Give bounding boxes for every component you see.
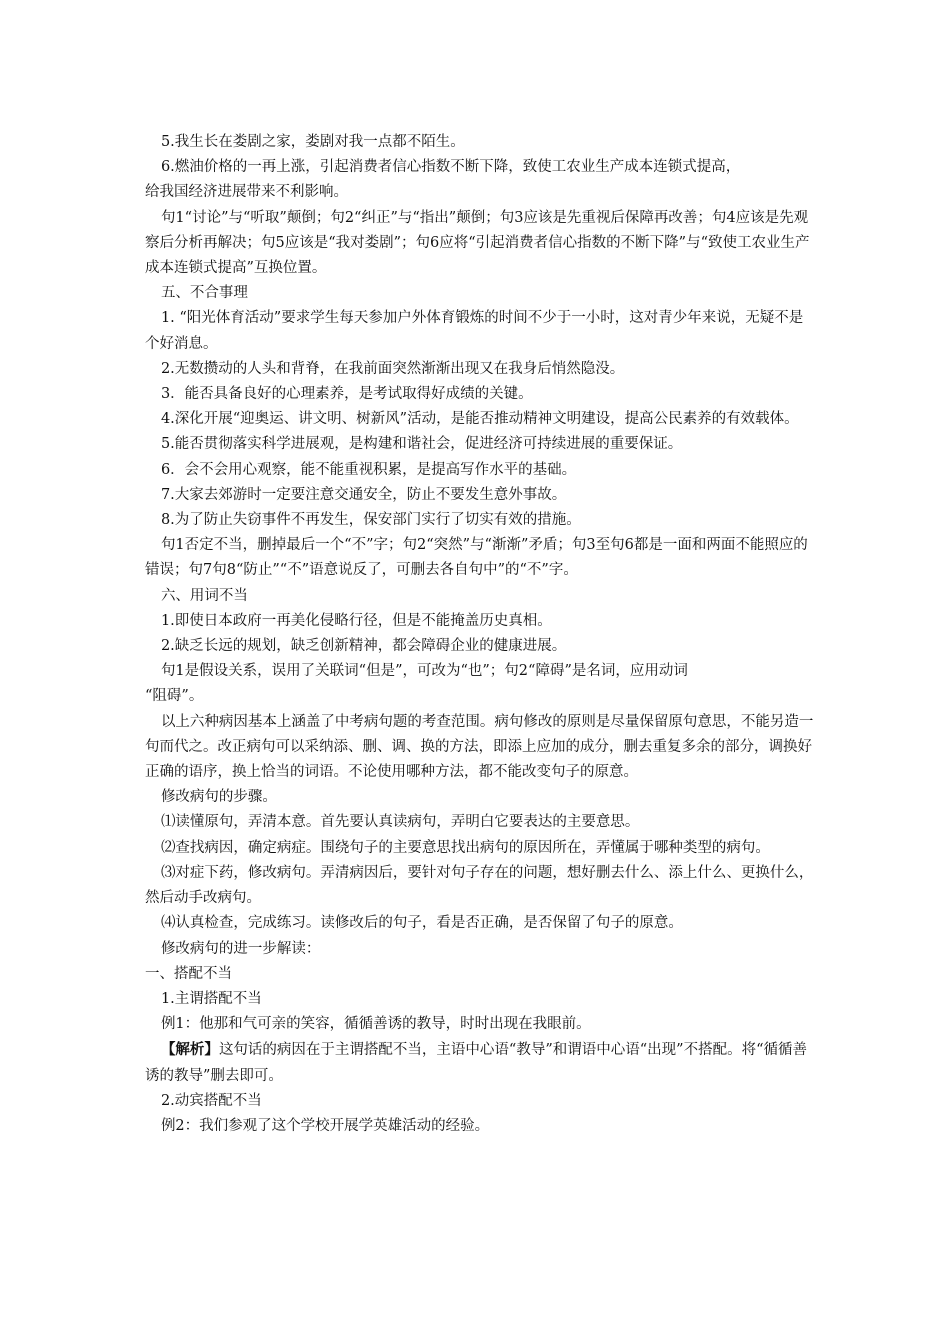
paragraph: 修改病句的步骤。 — [160, 789, 277, 806]
paragraph: 6．会不会用心观察，能不能重视积累，是提高写作水平的基础。 — [160, 461, 577, 478]
paragraph: 句1否定不当，删掉最后一个“不”字；句2“突然”与“渐渐”矛盾；句3至句6都是一面和两面不能照应的错误；句7句8“防止”“不”语意说反了，可删去各自句中”的“不”字。 — [145, 537, 808, 579]
paragraph: 例1：他那和气可亲的笑容，循循善诱的教导，时时出现在我眼前。 — [160, 1016, 591, 1033]
paragraph: 例2：我们参观了这个学校开展学英雄活动的经验。 — [160, 1117, 490, 1134]
paragraph: ⑵查找病因，确定病症。围绕句子的主要意思找出病句的原因所在，弄懂属于哪种类型的病句。 — [160, 839, 770, 856]
section-heading: 一、搭配不当 — [145, 965, 232, 982]
paragraph: 5.我生长在娄剧之家，娄剧对我一点都不陌生。 — [160, 134, 465, 150]
paragraph: 1. “阳光体育活动”要求学生每天参加户外体育锻炼的时间不少于一小时，这对青少年来说，无疑不是个好消息。 — [145, 310, 804, 352]
paragraph: 2.缺乏长远的规划，缺乏创新精神，都会障碍企业的健康进展。 — [160, 638, 567, 655]
document-page — [145, 130, 815, 1139]
paragraph: 2.无数攒动的人头和背脊，在我前面突然渐渐出现又在我身后悄然隐没。 — [160, 360, 625, 377]
section-heading: 六、用词不当 — [160, 587, 248, 604]
section-heading: 五、不合事理 — [160, 285, 248, 302]
paragraph: 5.能否贯彻落实科学进展观，是构建和谐社会，促进经济可持续进展的重要保证。 — [160, 436, 683, 453]
subsection-heading: 2.动宾搭配不当 — [160, 1092, 262, 1109]
paragraph: 1.即使日本政府一再美化侵略行径，但是不能掩盖历史真相。 — [160, 612, 552, 629]
paragraph: 给我国经济进展带来不利影响。 — [145, 184, 348, 201]
paragraph: 6.燃油价格的一再上涨，引起消费者信心指数不断下降，致使工农业生产成本连锁式提高， — [160, 159, 741, 176]
paragraph: 4.深化开展“迎奥运、讲文明、树新风”活动，是能否推动精神文明建设，提高公民素养的有效载体。 — [160, 411, 799, 428]
paragraph: 句1是假设关系，误用了关联词“但是”，可改为“也”；句2“障碍”是名词，应用动词 — [160, 663, 688, 680]
subsection-heading: 1.主谓搭配不当 — [160, 990, 262, 1007]
paragraph: 修改病句的进一步解读： — [160, 940, 321, 957]
paragraph: ⑷认真检查，完成练习。读修改后的句子，看是否正确，是否保留了句子的原意。 — [160, 915, 683, 932]
paragraph: ⑶对症下药，修改病句。弄清病因后，要针对句子存在的问题，想好删去什么、添上什么、更换什么，然后动手改病句。 — [145, 864, 814, 907]
paragraph: 8.为了防止失窃事件不再发生，保安部门实行了切实有效的措施。 — [160, 512, 581, 529]
analysis-label: 【解析】 — [160, 1041, 219, 1059]
analysis-text: 这句话的病因在于主谓搭配不当，主语中心语“教导”和谓语中心语“出现”不搭配。将“循循善诱的教导”删去即可。 — [145, 1042, 807, 1084]
analysis-paragraph — [145, 1037, 815, 1088]
paragraph: 3．能否具备良好的心理素养，是考试取得好成绩的关键。 — [160, 386, 533, 403]
paragraph: “阻碍”。 — [145, 688, 204, 705]
paragraph: ⑴读懂原句，弄清本意。首先要认真读病句，弄明白它要表达的主要意思。 — [160, 814, 640, 831]
paragraph: 以上六种病因基本上涵盖了中考病句题的考查范围。病句修改的原则是尽量保留原句意思，不能另造一句而代之。改正病句可以采纳添、删、调、换的方法，即添上应加的成分，删去重复多余的部分，调换好正确的语序，换上恰当的词语。不论使用哪种方法，都不能改变句子的原意。 — [145, 713, 814, 781]
paragraph: 句1“讨论”与“听取”颠倒；句2“纠正”与“指出”颠倒；句3应该是先重视后保障再改善；句4应该是先观察后分析再解决；句5应该是“我对娄剧”；句6应将“引起消费者信心指数的不断下降”与“致使工农业生产成本连锁式提高”互换位置。 — [145, 209, 810, 277]
paragraph: 7.大家去郊游时一定要注意交通安全，防止不要发生意外事故。 — [160, 486, 567, 503]
